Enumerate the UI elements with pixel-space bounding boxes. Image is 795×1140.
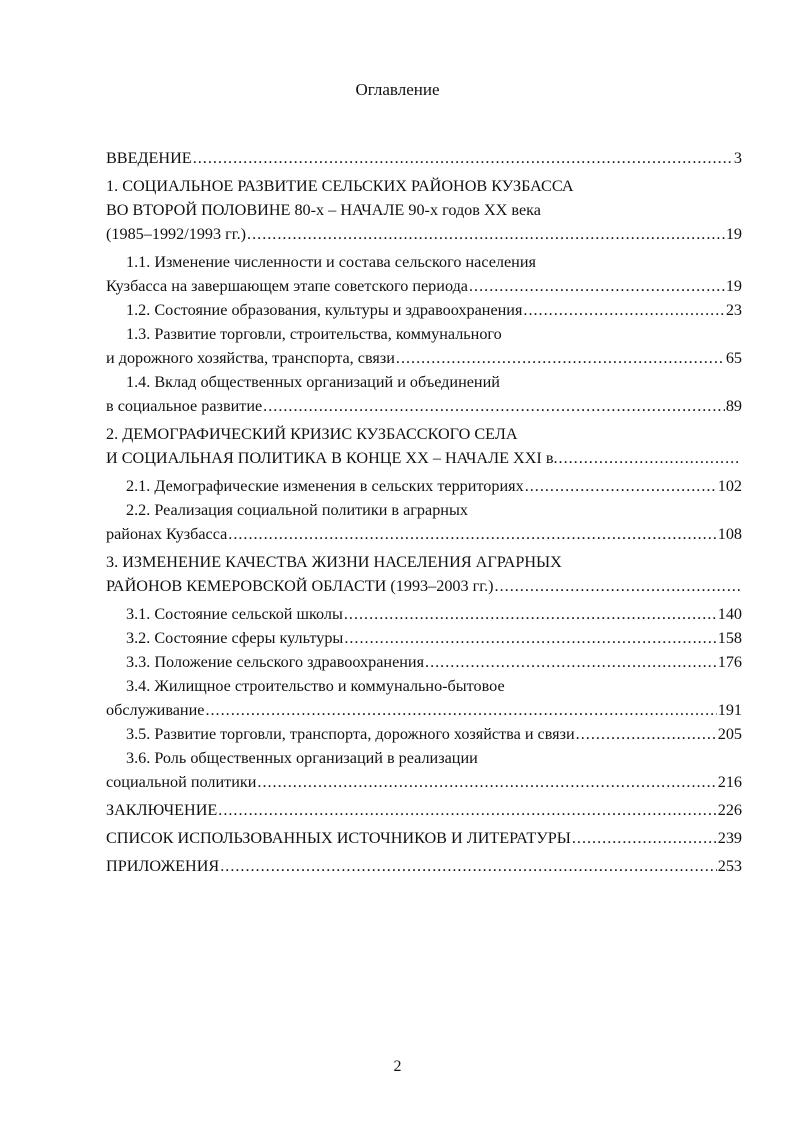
toc-entry-appx <box>106 854 742 878</box>
toc-entry-text: 1.4. Вклад общественных организаций и объединений <box>126 373 500 391</box>
toc-line <box>106 498 742 522</box>
toc-page-number: 158 <box>717 629 742 647</box>
toc-entry-text: 2.2. Реализация социальной политики в аграрных <box>126 501 468 519</box>
dot-leader <box>344 602 717 626</box>
dot-leader <box>425 650 717 674</box>
toc-line <box>106 222 742 246</box>
toc-entry-text: 1.1. Изменение численности и состава сельского населения <box>126 253 536 271</box>
toc-line <box>106 626 742 650</box>
dot-leader <box>228 522 716 546</box>
toc-line <box>106 422 742 446</box>
toc-line <box>106 826 742 850</box>
toc-entry-text: 3.3. Положение сельского здравоохранения <box>126 653 425 671</box>
toc-entry-text: ПРИЛОЖЕНИЯ <box>106 857 220 875</box>
toc-entry-s3_6 <box>106 746 742 794</box>
toc-entry-text: ЗАКЛЮЧЕНИЕ <box>106 801 218 819</box>
toc-line <box>106 698 742 722</box>
toc-line <box>106 446 742 470</box>
dot-leader <box>523 298 724 322</box>
toc-entry-text: 3.1. Состояние сельской школы <box>126 605 343 623</box>
toc-line <box>106 322 742 346</box>
dot-leader <box>344 626 716 650</box>
dot-leader <box>572 826 717 850</box>
toc-page-number: 226 <box>717 801 742 819</box>
toc-entry-text: 2. ДЕМОГРАФИЧЕСКИЙ КРИЗИС КУЗБАССКОГО СЕЛА <box>106 425 518 443</box>
toc-entry-text: 1.2. Состояние образования, культуры и здравоохранения <box>126 301 523 319</box>
dot-leader <box>257 770 716 794</box>
toc-entry-s2_1 <box>106 474 742 498</box>
toc-line <box>106 250 742 274</box>
toc-entry-text: в социальное развитие <box>106 397 263 415</box>
toc-line <box>106 394 742 418</box>
toc-entry-s1_4 <box>106 370 742 418</box>
toc-entry-s3_4 <box>106 674 742 722</box>
toc-line <box>106 602 742 626</box>
toc-entry-concl <box>106 798 742 822</box>
toc-line <box>106 346 742 370</box>
toc-entry-text: ВО ВТОРОЙ ПОЛОВИНЕ 80-х – НАЧАЛЕ 90-х годов XX века <box>106 201 541 219</box>
toc-entry-s1_2 <box>106 298 742 322</box>
toc-entry-s3_5 <box>106 722 742 746</box>
toc-line <box>106 550 742 574</box>
toc-entry-text: и дорожного хозяйства, транспорта, связи <box>106 349 395 367</box>
toc-page-number: 19 <box>725 225 742 243</box>
toc-page-number: 176 <box>717 653 742 671</box>
toc-page-number: 65 <box>725 349 742 367</box>
dot-leader <box>495 574 741 598</box>
toc-entry-s2_2 <box>106 498 742 546</box>
toc-line <box>106 198 742 222</box>
toc-page-number: 216 <box>717 773 742 791</box>
dot-leader <box>205 698 716 722</box>
toc-entry-text: 3.2. Состояние сферы культуры <box>126 629 344 647</box>
toc-entry-text: СПИСОК ИСПОЛЬЗОВАННЫХ ИСТОЧНИКОВ И ЛИТЕРАТУРЫ <box>106 829 571 847</box>
toc-page-number: 89 <box>725 397 742 415</box>
page-number: 2 <box>393 1058 402 1075</box>
toc-entry-text: (1985–1992/1993 гг.) <box>106 225 247 243</box>
toc-line <box>106 770 742 794</box>
toc-entry-s3_3 <box>106 650 742 674</box>
toc-page-number: 253 <box>717 857 742 875</box>
toc-entry-s3_1 <box>106 602 742 626</box>
toc-line <box>106 298 742 322</box>
toc-entry-text: 3.6. Роль общественных организаций в реализации <box>126 749 478 767</box>
toc-line <box>106 370 742 394</box>
dot-leader <box>218 798 716 822</box>
toc-entry-text: 1. СОЦИАЛЬНОЕ РАЗВИТИЕ СЕЛЬСКИХ РАЙОНОВ КУЗБАССА <box>106 177 574 195</box>
toc-entry-text: обслуживание <box>106 701 205 719</box>
toc-entry-text: 3.4. Жилищное строительство и коммунально-бытовое <box>126 677 505 695</box>
toc-page-number: 23 <box>725 301 742 319</box>
toc-entry-text: районах Кузбасса <box>106 525 228 543</box>
toc-page-number: 102 <box>717 477 742 495</box>
toc-page-number: 140 <box>717 605 742 623</box>
toc-line <box>106 650 742 674</box>
toc-line <box>106 854 742 878</box>
toc-entry-s3_2 <box>106 626 742 650</box>
dot-leader <box>469 274 725 298</box>
dot-leader <box>220 854 717 878</box>
toc-page-number: 239 <box>717 829 742 847</box>
toc-page-number: 3 <box>733 149 742 167</box>
dot-leader <box>193 146 733 170</box>
toc-page-number: 108 <box>717 525 742 543</box>
toc-line <box>106 474 742 498</box>
toc-entry-text: РАЙОНОВ КЕМЕРОВСКОЙ ОБЛАСТИ (1993–2003 гг.) <box>106 577 494 595</box>
toc-entry-text: И СОЦИАЛЬНАЯ ПОЛИТИКА В КОНЦЕ XX – НАЧАЛЕ XXI в. <box>106 449 558 467</box>
page-title: Оглавление <box>355 80 440 99</box>
toc-entry-text: 1.3. Развитие торговли, строительства, коммунального <box>126 325 502 343</box>
dot-leader <box>263 394 725 418</box>
toc-entry-text: 3. ИЗМЕНЕНИЕ КАЧЕСТВА ЖИЗНИ НАСЕЛЕНИЯ АГРАРНЫХ <box>106 553 562 571</box>
toc-entry-text: ВВЕДЕНИЕ <box>106 149 192 167</box>
toc-entry-text: 2.1. Демографические изменения в сельских территориях <box>126 477 524 495</box>
toc-page-number: 19 <box>725 277 742 295</box>
toc-entry-s1_1 <box>106 250 742 298</box>
toc-line <box>106 522 742 546</box>
toc-entry-intro <box>106 146 742 170</box>
toc-entry-ch2 <box>106 422 742 470</box>
toc-line <box>106 674 742 698</box>
toc-line <box>106 722 742 746</box>
toc-entry-text: 3.5. Развитие торговли, транспорта, дорожного хозяйства и связи <box>126 725 575 743</box>
toc-entry-text: Кузбасса на завершающем этапе советского периода <box>106 277 468 295</box>
toc-entry-ch1 <box>106 174 742 246</box>
dot-leader <box>396 346 725 370</box>
toc-page-number: 205 <box>717 725 742 743</box>
toc-entry-refs <box>106 826 742 850</box>
toc-line <box>106 174 742 198</box>
table-of-contents <box>106 146 742 878</box>
toc-line <box>106 274 742 298</box>
toc-entry-s1_3 <box>106 322 742 370</box>
toc-entry-text: социальной политики <box>106 773 257 791</box>
dot-leader <box>525 474 717 498</box>
dot-leader <box>559 446 741 470</box>
toc-page-number: 191 <box>717 701 742 719</box>
dot-leader <box>247 222 725 246</box>
toc-line <box>106 798 742 822</box>
toc-line <box>106 146 742 170</box>
toc-line <box>106 574 742 598</box>
dot-leader <box>576 722 717 746</box>
toc-line <box>106 746 742 770</box>
toc-entry-ch3 <box>106 550 742 598</box>
